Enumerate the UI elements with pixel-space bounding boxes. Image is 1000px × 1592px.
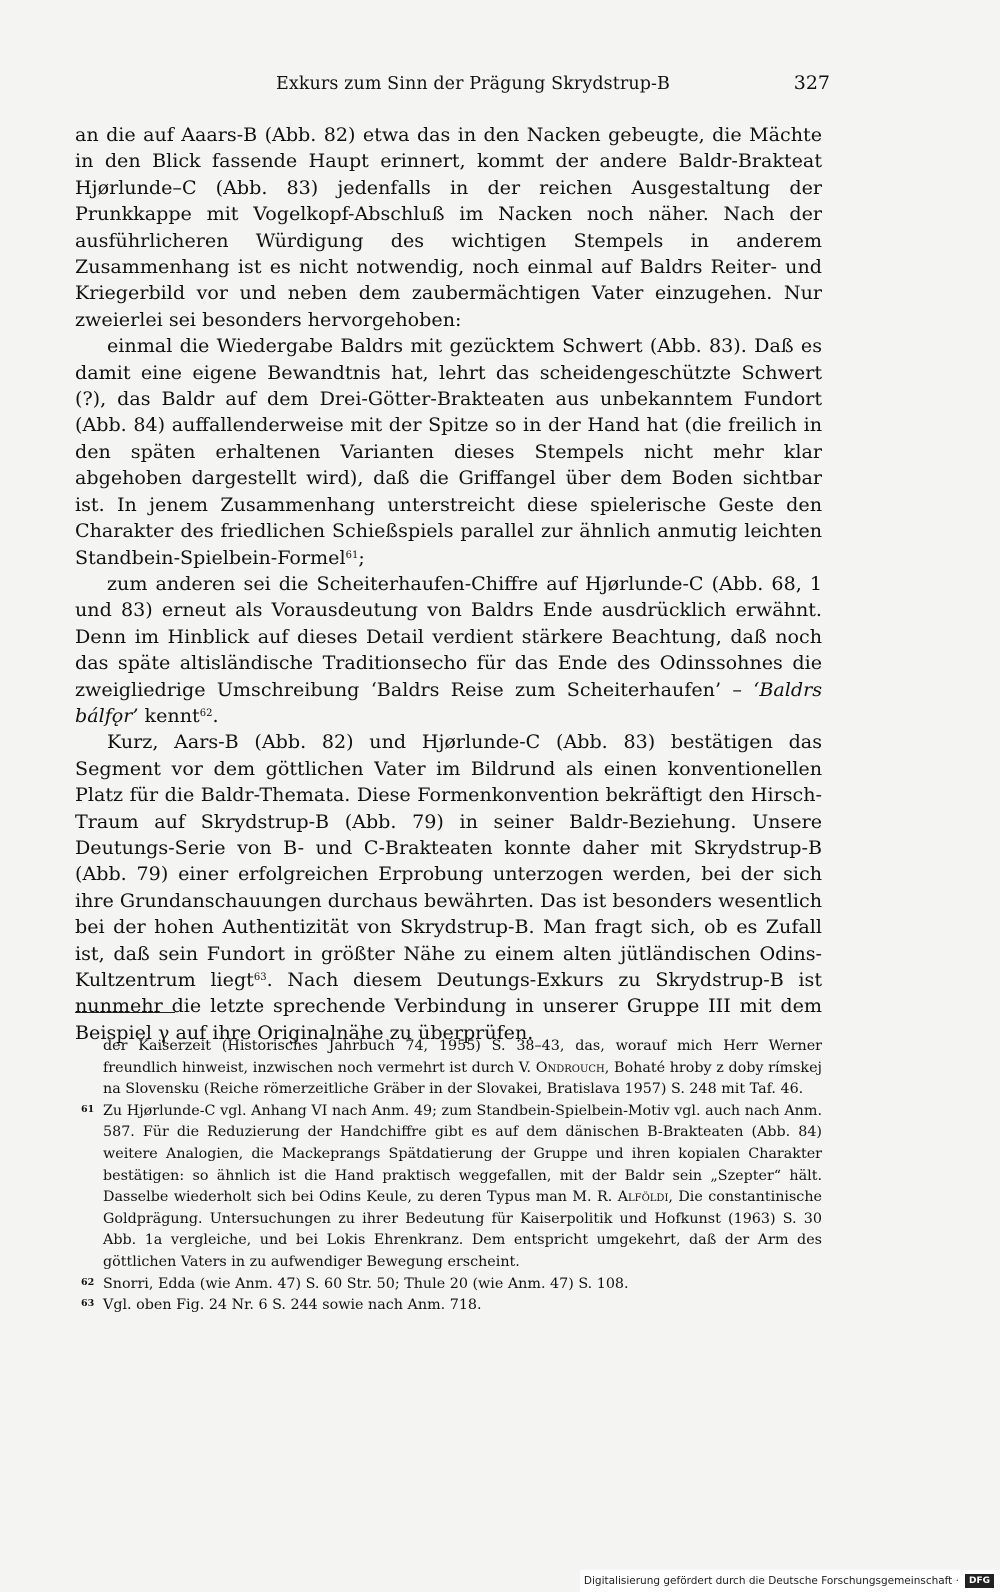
paragraph-4-text: Kurz, Aars-B (Abb. 82) und Hjørlunde-C (Abb. 83) bestätigen das Segment vor dem göttlichen Vater im Bildrund als einen konventionellen Platz für die Baldr-Themata. Diese Formenkonvention bekräftigt den Hirsch-Traum auf Skrydstrup-B (Abb. 79) in seiner Baldr-Beziehung. Unsere Deutungs-Serie von B- und C-Brakteaten konnte daher mit Skrydstrup-B (Abb. 79) einer erfolgreichen Erprobung unterzogen werden, bei der sich ihre Grundanschauungen durchaus bewährten. Das ist besonders wesentlich bei der hohen Authentizität von Skrydstrup-B. Man fragt sich, ob es Zufall ist, daß sein Fundort in größter Nähe zu einem alten jütländischen Odins-Kultzentrum liegt: [75, 730, 822, 991]
paragraph-2: [75, 333, 822, 571]
credit-text: Digitalisierung gefördert durch die Deutsche Forschungsgemeinschaft ·: [583, 1575, 959, 1587]
footnote-62-text: Snorri, Edda (wie Anm. 47) S. 60 Str. 50; Thule 20 (wie Anm. 47) S. 108.: [103, 1275, 629, 1292]
paragraph-1-text: an die auf Aaars-B (Abb. 82) etwa das in den Nacken gebeugte, die Mächte in den Blick fassende Haupt erinnert, kommt der andere Baldr-Brakteat Hjørlunde–C (Abb. 83) jedenfalls in der reichen Ausgestaltung der Prunkkappe mit Vogelkopf-Abschluß im Nacken noch näher. Nach der ausführlicheren Würdigung des wichtigen Stempels in anderem Zusammenhang ist es nicht notwendig, noch einmal auf Baldrs Reiter- und Kriegerbild vor und neben dem zaubermächtigen Vater einzugehen. Nur zweierlei sei besonders hervorgehoben:: [75, 123, 822, 331]
paragraph-4: [75, 729, 822, 1046]
paragraph-3-text-end: kennt: [138, 703, 200, 727]
paragraph-3: [75, 571, 822, 729]
footnote-61-text: Zu Hjørlunde-C vgl. Anhang VI nach Anm. 49; zum Standbein-Spielbein-Motiv vgl. auch nach Anm. 587. Für die Reduzierung der Handchiffre gibt es auf dem dänischen B-Brakteaten (Abb. 84) weitere Analogien, die Mackeprangs Spätdatierung der Gruppe und ihren kopialen Charakter bestätigen: so ähnlich ist die Hand praktisch weggefallen, mit der Baldr sein „Szepter“ hält. Dasselbe wiederholt sich bei Odins Keule, zu deren Typus man M. R.: [103, 1102, 822, 1206]
author-name: Ondrouch: [535, 1059, 605, 1076]
footnote-62: [75, 1274, 822, 1296]
paragraph-2-text: einmal die Wiedergabe Baldrs mit gezücktem Schwert (Abb. 83). Daß es damit eine eigene Bewandtnis hat, lehrt das scheidengeschützte Schwert (?), das Baldr auf dem Drei-Götter-Brakteaten aus unbekanntem Fundort (Abb. 84) auffallenderweise mit der Spitze so in der Hand hat (die freilich in den späten erhaltenen Varianten dieses Stempels nicht mehr klar abgehoben dargestellt wird), daß die Griffangel über dem Boden sichtbar ist. In jenem Zusammenhang unterstreicht diese spielerische Geste den Charakter des friedlichen Schießspiels parallel zur ähnlich anmutig leichten Standbein-Spielbein-Formel: [75, 334, 822, 569]
footnote-continuation-text: der Kaiserzeit (Historisches Jahrbuch 74, 1955) S. 38–43, das, worauf mich Herr Werner freundlich hinweist, inzwischen noch vermehrt ist durch V.: [103, 1038, 822, 1076]
paragraph-3-italic: ‘Baldrs bálfǫr’: [75, 677, 822, 727]
footnote-divider: [75, 1012, 175, 1013]
paragraph-4-end: . Nach diesem Deutungs-Exkurs zu Skrydstrup-B ist nunmehr die letzte sprechende Verbindung in unserer Gruppe III mit dem Beispiel γ auf ihre Originalnähe zu überprüfen.: [75, 968, 822, 1044]
footnote-number: 62: [81, 1276, 95, 1288]
footnotes: [75, 1036, 822, 1317]
author-name: Alföldi: [617, 1189, 669, 1206]
digitization-credit: [580, 1570, 1000, 1592]
footnote-continuation: [75, 1036, 822, 1101]
footnote-63-text: Vgl. oben Fig. 24 Nr. 6 S. 244 sowie nach Anm. 718.: [103, 1297, 482, 1314]
running-head: Exkurs zum Sinn der Prägung Skrydstrup-B: [276, 74, 671, 94]
footnote-continuation-end: , Bohaté hroby z doby rímskej na Slovensku (Reiche römerzeitliche Gräber in der Slovakei, Bratislava 1957) S. 248 mit Taf. 46.: [103, 1059, 822, 1098]
footnote-63: [75, 1295, 822, 1317]
page-number: 327: [793, 72, 830, 94]
paragraph-1: [75, 122, 822, 333]
footnote-61-end: , Die constantinische Goldprägung. Untersuchungen zu ihrer Bedeutung für Kaiserpolitik und Hofkunst (1963) S. 30 Abb. 1a vergleiche, und bei Lokis Ehrenkranz. Dem entspricht umgekehrt, daß der Arm des göttlichen Vaters in zu aufwendiger Bewegung erscheint.: [103, 1189, 822, 1270]
paragraph-2-end: ;: [358, 545, 365, 569]
dfg-logo-icon[interactable]: DFG: [965, 1574, 994, 1588]
note-ref-63[interactable]: 63: [253, 972, 267, 983]
note-ref-61[interactable]: 61: [345, 549, 359, 561]
footnote-number: 61: [81, 1103, 95, 1115]
paragraph-3-final: .: [212, 703, 219, 727]
note-ref-62[interactable]: 62: [199, 707, 213, 719]
main-text: [75, 122, 822, 1046]
footnote-number: 63: [81, 1298, 95, 1310]
footnote-61: [75, 1101, 822, 1274]
paragraph-3-text: zum anderen sei die Scheiterhaufen-Chiffre auf Hjørlunde-C (Abb. 68, 1 und 83) erneut als Vorausdeutung von Baldrs Ende ausdrücklich erwähnt. Denn im Hinblick auf dieses Detail verdient stärkere Beachtung, daß noch das späte altisländische Traditionsecho für das Ende des Odinssohnes die zweigliedrige Umschreibung ‘Baldrs Reise zum Scheiterhaufen’ –: [75, 571, 822, 701]
